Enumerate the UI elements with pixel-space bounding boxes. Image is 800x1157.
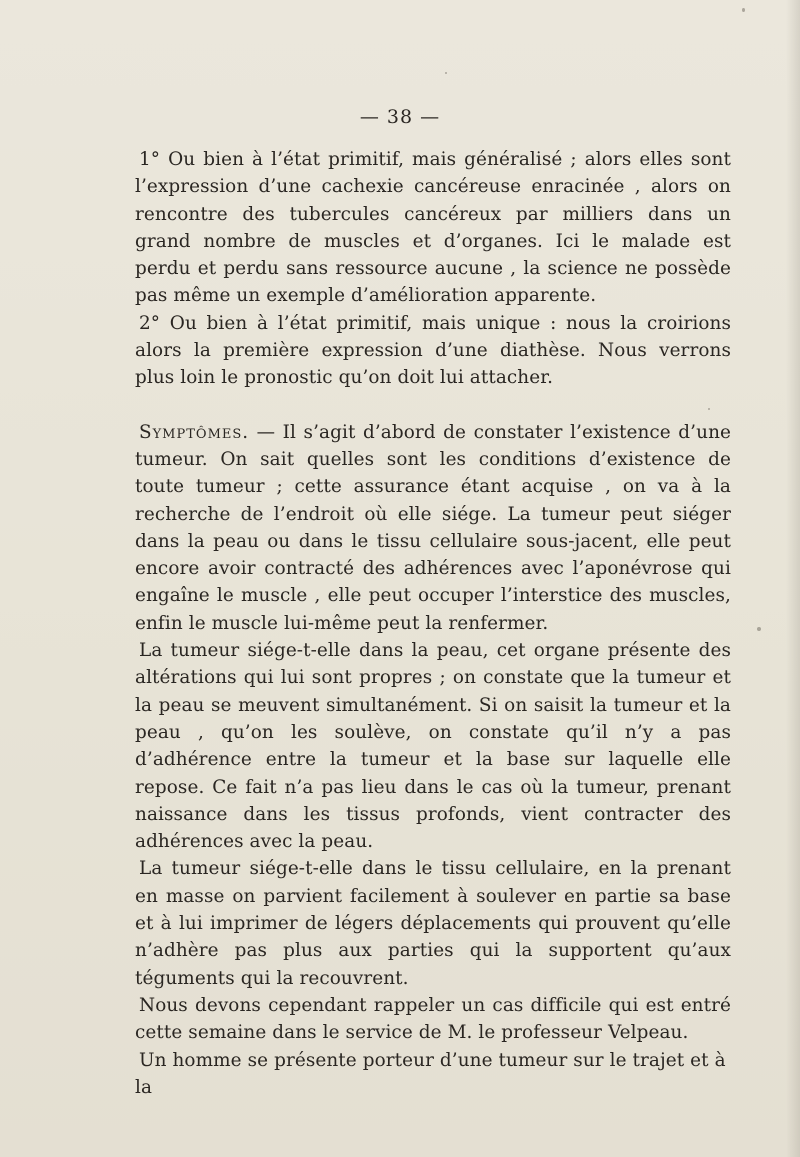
paper-speck bbox=[757, 627, 761, 631]
paragraph-1: 1° Ou bien à l’état primitif, mais généralisé ; alors elles sont l’expression d’une cachexie cancéreuse enracinée , alors on rencontre des tubercules cancéreux par milliers dans un grand nombre de muscles et d’organes. Ici le malade est perdu et perdu sans ressource aucune , la science ne possède pas même un exemple d’amélioration apparente. bbox=[135, 149, 731, 307]
page-edge-shadow bbox=[786, 0, 800, 1157]
body-text bbox=[135, 146, 731, 1101]
section-heading-symptomes: Symptômes. bbox=[139, 421, 250, 443]
paper-speck bbox=[445, 72, 447, 74]
paragraph-symptomes bbox=[135, 419, 731, 637]
paragraph-5: La tumeur siége-t-elle dans le tissu cellulaire, en la prenant en masse on parvient facilement à soulever en partie sa base et à lui imprimer de légers déplacements qui prouvent qu’elle n’adhère pas plus aux parties qui la supportent qu’aux téguments qui la recouvrent. bbox=[135, 858, 731, 989]
paragraph-4: La tumeur siége-t-elle dans la peau, cet organe présente des altérations qui lui sont propres ; on constate que la tumeur et la peau se meuvent simultanément. Si on saisit la tumeur et la peau , qu’on les soulève, on constate qu’il n’y a pas d’adhérence entre la tumeur et la base sur laquelle elle repose. Ce fait n’a pas lieu dans le cas où la tumeur, prenant naissance dans les tissus profonds, vient contracter des adhérences avec la peau. bbox=[135, 640, 731, 853]
paragraph-7: Un homme se présente porteur d’une tumeur sur le trajet et à la bbox=[135, 1049, 726, 1098]
paragraph-6: Nous devons cependant rappeler un cas difficile qui est entré cette semaine dans le service de M. le professeur Velpeau. bbox=[135, 994, 731, 1044]
paragraph-2: 2° Ou bien à l’état primitif, mais unique : nous la croirions alors la première expression d’une diathèse. Nous verrons plus loin le pronostic qu’on doit lui attacher. bbox=[135, 312, 731, 389]
paragraph-symptomes-text: — Il s’agit d’abord de constater l’existence d’une tumeur. On sait quelles sont les conditions d’existence de toute tumeur ; cette assurance étant acquise , on va à la recherche de l’endroit où elle siége. La tumeur peut siéger dans la peau ou dans le tissu cellulaire sous-jacent, elle peut encore avoir contracté des adhérences avec l’aponévrose qui engaîne le muscle , elle peut occuper l’interstice des muscles, enfin le muscle lui-même peut la renfermer. bbox=[135, 421, 731, 634]
page-number: — 38 — bbox=[359, 106, 441, 128]
paper-speck bbox=[742, 8, 745, 12]
